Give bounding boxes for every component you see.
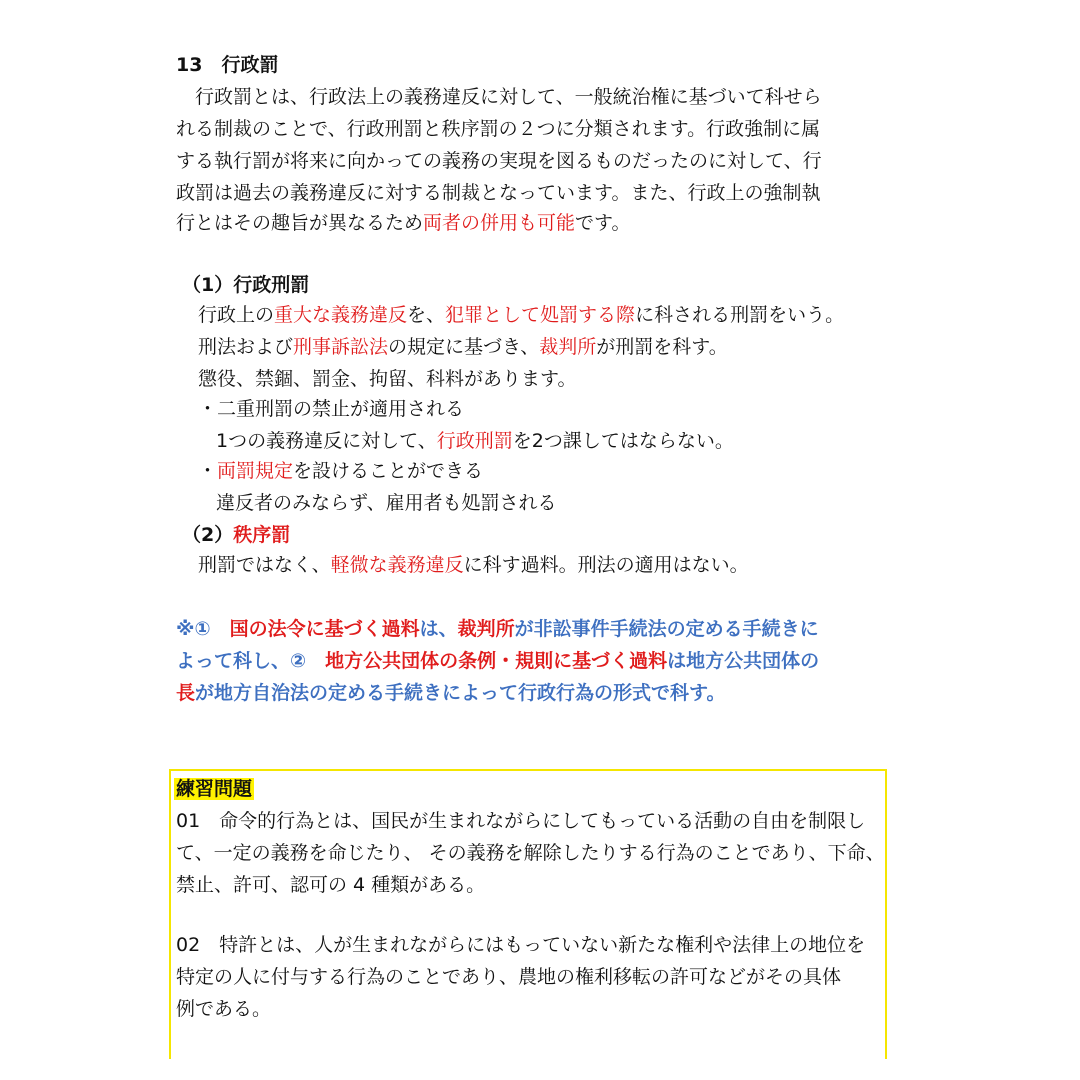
note-line-1 [176,616,819,642]
bullet-dual-punishment [198,458,483,484]
subsection-2-heading [182,522,290,548]
practice-heading-label: 練習問題 [176,778,253,800]
intro-text: 行とはその趣旨が異なるため [176,212,424,234]
text: （2） [182,524,234,546]
intro-text-end: です。 [575,212,631,234]
sub1-line-3: 懲役、禁錮、罰金、拘留、科料があります。 [198,368,577,390]
emphasis-criminal-procedure-law: 刑事訴訟法 [293,336,389,358]
text: 行政上の [198,304,275,326]
emphasis-combined-use: 両者の併用も可能 [423,212,576,234]
text: の規定に基づき、 [388,336,540,358]
text: ※① [176,618,230,640]
emphasis-local-fine: 地方公共団体の条例・規則に基づく過料 [325,650,668,672]
question-2-line-2: 特定の人に付与する行為のことであり、農地の権利移転の許可などがその具体 [176,966,842,988]
text: が地方自治法の定める手続きによって行政行為の形式で科す。 [195,682,726,704]
intro-line-1: 行政罰とは、行政法上の義務違反に対して、一般統治権に基づいて科せら [176,86,822,108]
text: を2つ課してはならない。 [512,430,734,452]
emphasis-national-fine: 国の法令に基づく過料 [229,618,420,640]
intro-line-2: れる制裁のことで、行政刑罰と秩序罰の２つに分類されます。行政強制に属 [176,118,821,140]
emphasis-court: 裁判所 [457,618,515,640]
text: が非訟事件手続法の定める手続きに [514,618,819,640]
text: 刑罰ではなく、 [198,554,331,576]
emphasis-dual-punishment: 両罰規定 [217,460,294,482]
text: に科す過料。刑法の適用はない。 [463,554,749,576]
text: は地方公共団体の [667,650,820,672]
text: 1つの義務違反に対して、 [216,430,437,452]
question-1-line-3: 禁止、許可、認可の 4 種類がある。 [176,874,486,896]
text: ・ [198,460,218,482]
subsection-1-heading: （1）行政刑罰 [182,274,310,296]
section-title: 13 行政罰 [176,54,279,76]
text: 刑法および [198,336,294,358]
intro-line-4: 政罰は過去の義務違反に対する制裁となっています。また、行政上の強制執 [176,182,821,204]
text: を、 [407,304,446,326]
sub1-line-1 [198,302,844,328]
emphasis-serious-violation: 重大な義務違反 [274,304,408,326]
practice-heading [174,776,254,802]
question-2-line-1: 02 特許とは、人が生まれながらにはもっていない新たな権利や法律上の地位を [176,934,866,956]
note-line-2 [176,648,819,674]
sub2-line-1 [198,552,749,578]
text: を設けることができる [293,460,484,482]
text: に科される刑罰をいう。 [635,304,845,326]
intro-line-5 [176,210,631,236]
bullet-dual-punishment-detail: 違反者のみならず、雇用者も処罰される [216,492,557,514]
text: よって科し、② [176,650,326,672]
emphasis-court: 裁判所 [539,336,597,358]
emphasis-minor-violation: 軽微な義務違反 [330,554,464,576]
text: が刑罰を科す。 [596,336,728,358]
emphasis-head: 長 [176,682,196,704]
emphasis-punish-as-crime: 犯罪として処罰する際 [445,304,636,326]
question-1-line-1: 01 命令的行為とは、国民が生まれながらにしてもっている活動の自由を制限し [176,810,866,832]
question-2-line-3: 例である。 [176,998,272,1020]
intro-line-3: する執行罰が将来に向かっての義務の実現を図るものだったのに対して、行 [176,150,822,172]
question-1-line-2: て、一定の義務を命じたり、 その義務を解除したりする行為のことであり、下命、 [176,842,885,864]
text: は、 [419,618,458,640]
bullet-double-jeopardy: ・二重刑罰の禁止が適用される [198,398,465,420]
bullet-double-jeopardy-detail [216,428,734,454]
note-line-3 [176,680,726,706]
emphasis-administrative-penalty: 行政刑罰 [436,430,513,452]
sub1-line-2 [198,334,728,360]
emphasis-order-penalty: 秩序罰 [233,524,291,546]
